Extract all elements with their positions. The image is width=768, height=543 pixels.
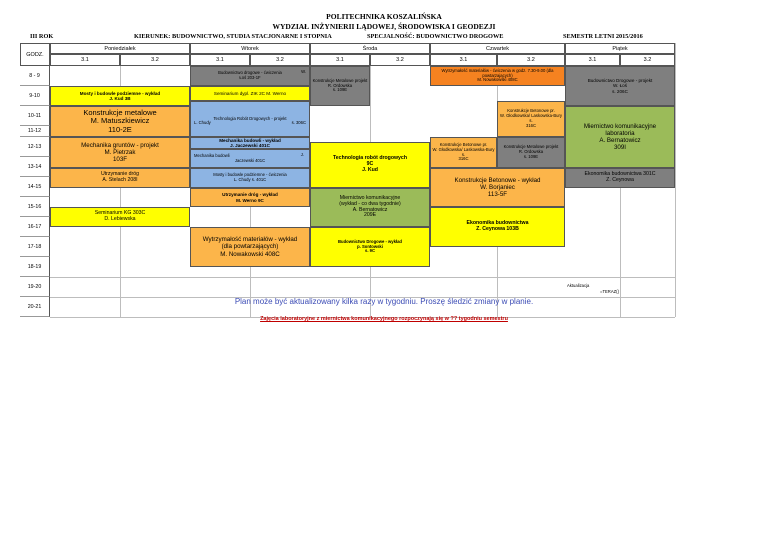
class-room: 209E — [363, 212, 377, 219]
class-room: s. 109E — [523, 153, 539, 159]
hour-label: 9-10 — [20, 86, 50, 106]
class-detail: L. Chudy s. 401C — [233, 177, 267, 182]
class-detail: Łoś 203-1F — [239, 75, 261, 80]
class-block[interactable] — [310, 66, 370, 106]
class-room: M. Nowakowski 408C — [220, 250, 280, 258]
class-block[interactable] — [310, 227, 430, 267]
class-detail: L. Chudy — [194, 120, 211, 125]
class-note: J. — [300, 152, 304, 157]
class-title: Technologia Robót Drogowych - projekt — [213, 115, 287, 121]
class-detail: A. Stelach 208I — [102, 177, 138, 183]
class-title: Utrzymanie dróg - wykład — [222, 192, 278, 198]
hour-label: 20-21 — [20, 297, 50, 317]
hour-label: 13-14 — [20, 157, 50, 177]
class-detail: J. Kud 3B — [109, 96, 131, 101]
class-room: 316C — [458, 156, 469, 162]
class-title: Konstrukcje Betonowe - wykład — [454, 176, 541, 184]
class-detail: W. Borjaniec — [480, 183, 515, 191]
class-detail: M. Matuszkiewicz — [90, 116, 150, 126]
class-block[interactable] — [430, 168, 565, 207]
class-detail: W. Łoś — [612, 83, 628, 89]
direction-label: KIERUNEK: BUDOWNICTWO, STUDIA STACJONARNE I STOPNIA — [134, 33, 332, 40]
hour-label: 8 - 9 — [20, 66, 50, 86]
group-header: 3.2 — [120, 54, 190, 66]
update-label: Aktualizacja — [567, 283, 590, 288]
hour-label: 12-13 — [20, 137, 50, 157]
hour-label: 11-12 — [20, 126, 50, 137]
class-block[interactable] — [190, 101, 310, 137]
class-detail: R. Ordowska — [327, 82, 353, 88]
class-block[interactable] — [50, 106, 190, 137]
group-header: 3.1 — [310, 54, 370, 66]
class-detail: (dla powtarzających) — [221, 243, 279, 251]
class-title: Seminarium KG 303C — [94, 210, 146, 217]
class-title: Miernictwo komunikacyjne — [339, 194, 401, 201]
class-detail: J. Jaczewski 401C — [230, 143, 270, 148]
class-block[interactable] — [310, 188, 430, 227]
class-block[interactable] — [430, 137, 497, 168]
specialty-label: SPECJALNOŚĆ: BUDOWNICTWO DROGOWE — [367, 33, 504, 40]
group-header: 3.1 — [565, 54, 620, 66]
class-detail: M. Pietrzak — [104, 148, 136, 156]
class-detail: W. Głodkowska/ Laskowska-Bury s. — [432, 146, 495, 157]
hour-header: GODZ. — [20, 43, 50, 66]
class-block[interactable] — [310, 142, 430, 188]
class-block[interactable] — [565, 168, 675, 188]
class-detail: A. Bernatowicz — [599, 137, 641, 144]
class-title: Mosty i budowle podziemne - wykład — [79, 90, 161, 96]
class-title: Seminarium dypl. ZIK 2C M. Werno — [213, 90, 287, 96]
class-block[interactable] — [430, 66, 565, 86]
class-room: s. 206C — [612, 88, 628, 94]
faculty-title: WYDZIAŁ INŻYNIERII LĄDOWEJ, ŚRODOWISKA I GEODEZJI — [272, 22, 496, 31]
class-title: Budownictwo drogowe - ćwiczenia — [218, 70, 282, 76]
class-block[interactable] — [190, 168, 310, 188]
class-room: 316C — [525, 122, 536, 128]
day-header-tuesday: Wtorek — [190, 43, 310, 54]
class-room: 103F — [112, 156, 128, 164]
group-header: 3.2 — [620, 54, 675, 66]
class-detail: A. Bernatowicz — [352, 206, 388, 213]
class-detail: Z. Ceynowa — [606, 177, 634, 183]
class-title: Budownictwo Drogowe - projekt — [587, 78, 653, 84]
class-detail: W. Głodkowska/ Laskowska-Bury s. — [500, 113, 562, 123]
class-detail: Jaczewski 401C — [234, 157, 266, 163]
year-label: III ROK — [30, 33, 54, 40]
class-block[interactable] — [497, 101, 565, 137]
class-detail: D. Lebiewska — [104, 216, 136, 222]
class-title: Wytrzymałość materiałów - ćwiczenia w godz. 7.30-9.00 (dla powtarzających) — [441, 67, 554, 78]
class-title: Technologia robót drogowych — [333, 155, 407, 162]
class-detail: laboratoria — [605, 129, 635, 137]
class-room: 113-5F — [487, 191, 508, 199]
update-value: =TERAZ() — [600, 289, 619, 294]
hour-label: 17-18 — [20, 237, 50, 257]
class-title: Ekonomika budownictwa — [466, 220, 529, 227]
day-header-thursday: Czwartek — [430, 43, 565, 54]
class-title: Mosty i budowle podziemne - ćwiczenia — [213, 172, 287, 178]
class-title: Konstrukcje Betonowe pr. — [507, 108, 555, 114]
class-title: Konstrukcje Metalowe projekt — [503, 144, 559, 150]
class-block[interactable] — [190, 149, 310, 168]
class-title: Mechanika budowli - wykład — [219, 137, 281, 143]
class-block[interactable] — [190, 227, 310, 267]
class-title: Miernictwo komunikacyjne — [583, 122, 657, 130]
class-block[interactable] — [190, 86, 310, 101]
class-block[interactable] — [50, 137, 190, 168]
class-room: s. 9C — [364, 248, 375, 254]
group-header: 3.1 — [430, 54, 497, 66]
university-title: POLITECHNIKA KOSZALIŃSKA — [326, 12, 442, 21]
class-detail: (wykład - co dwa tygodnie) — [339, 200, 401, 207]
day-header-monday: Poniedziałek — [50, 43, 190, 54]
class-title: Konstrukcje metalowe — [83, 107, 157, 117]
class-block[interactable] — [565, 66, 675, 106]
group-header: 3.2 — [250, 54, 310, 66]
class-title: Mechanika gruntów - projekt — [81, 141, 159, 149]
class-detail: p. Sontowski — [357, 243, 383, 249]
lab-notice: Zajęcia laboratoryjne z miernictwa komunikacyjnego rozpoczynają się w ?? tygodniu semestru — [260, 316, 508, 322]
class-room: M. Nowakowski 408C — [477, 77, 518, 83]
hour-label: 15-16 — [20, 197, 50, 217]
class-detail: R. Ordowska — [518, 149, 544, 155]
hour-label: 10-11 — [20, 106, 50, 126]
class-room: 9C — [366, 161, 374, 168]
hour-label: 18-19 — [20, 257, 50, 277]
semester-label: SEMESTR LETNI 2015/2016 — [563, 33, 643, 40]
grid-line — [50, 277, 675, 278]
class-room: s. 109E — [332, 87, 348, 93]
class-title: Konstrukcje Metalowe projekt — [312, 77, 368, 83]
class-block[interactable] — [50, 168, 190, 188]
class-note: W. — [301, 69, 306, 74]
class-block[interactable] — [50, 207, 190, 227]
update-notice: Plan może być aktualizowany kilka razy w tygodniu. Proszę śledzić zmiany w planie. — [234, 297, 534, 306]
group-header: 3.1 — [190, 54, 250, 66]
hour-label: 19-20 — [20, 277, 50, 297]
grid-line — [675, 43, 676, 317]
class-detail: Z. Ceynowa 103B — [476, 226, 519, 232]
class-title: Utrzymanie dróg — [100, 171, 140, 178]
class-block[interactable] — [50, 86, 190, 106]
class-title: Konstrukcje Betonowe pr. — [439, 141, 488, 147]
class-block[interactable] — [190, 137, 310, 149]
class-block[interactable] — [190, 66, 310, 86]
class-block[interactable] — [565, 106, 675, 168]
class-room: 110-2E — [108, 124, 132, 134]
class-title: Budownictwo Drogowe - wykład — [338, 238, 402, 244]
class-detail: J. Kud — [362, 166, 378, 173]
group-header: 3.2 — [370, 54, 430, 66]
class-title: Ekonomika budownictwa 301C — [584, 171, 656, 178]
hour-label: 14-15 — [20, 177, 50, 197]
group-header: 3.1 — [50, 54, 120, 66]
class-room: s. 306C — [291, 120, 306, 125]
hour-label: 16-17 — [20, 217, 50, 237]
class-detail: M. Werno 9C — [236, 197, 264, 203]
class-block[interactable] — [497, 137, 565, 168]
class-room: 309I — [613, 144, 627, 152]
day-header-friday: Piątek — [565, 43, 675, 54]
class-title: Wytrzymałość materiałów - wykład — [202, 236, 298, 244]
day-header-wednesday: Środa — [310, 43, 430, 54]
class-title: Mechanika budowli — [194, 152, 230, 158]
class-block[interactable] — [190, 188, 310, 207]
group-header: 3.2 — [497, 54, 565, 66]
class-block[interactable] — [430, 207, 565, 247]
